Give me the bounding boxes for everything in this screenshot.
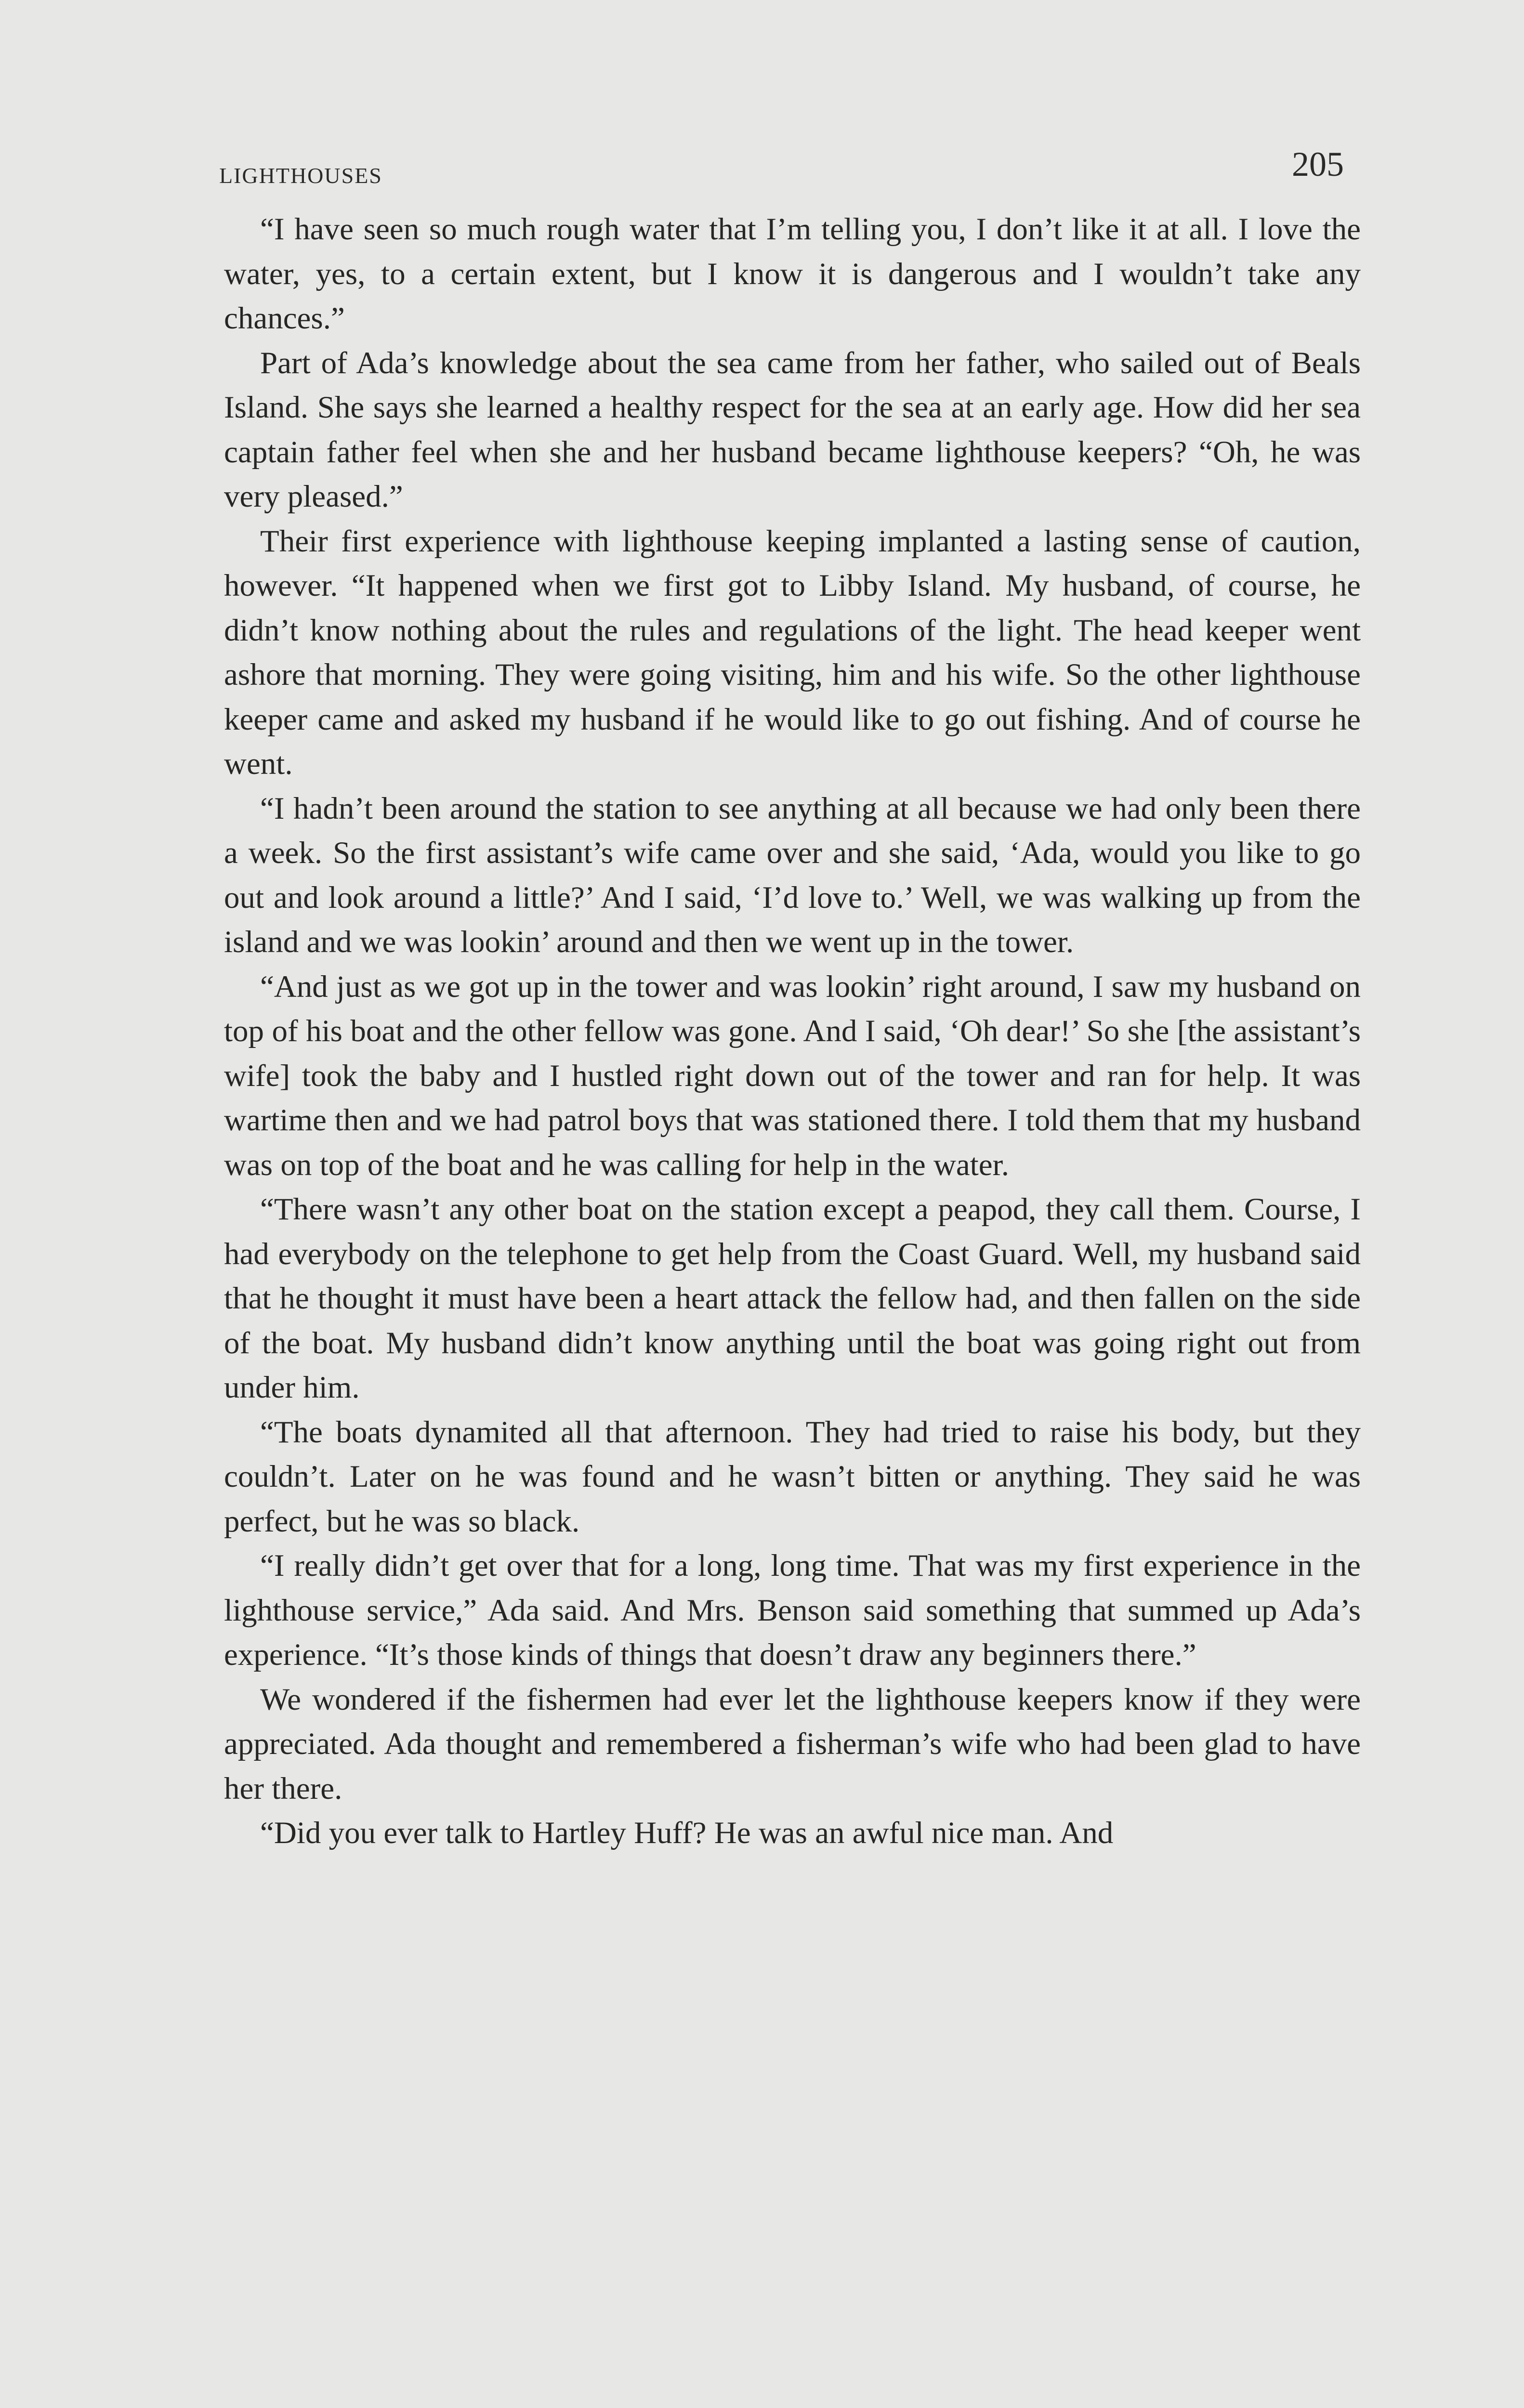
paragraph: “And just as we got up in the tower and was lookin’ right around, I saw my husband on top of his boat and the other fellow was gone. And I said, ‘Oh dear!’ So she [the assistant’s wife] took the baby and I hustled right down out of the tower and ran for help. It was wartime then and we had patrol boys that was stationed there. I told them that my husband was on top of the boat and he was calling for help in the water. <box>224 969 1361 1182</box>
paragraph: “There wasn’t any other boat on the station except a peapod, they call them. Course, I had everybody on the telephone to get help from the Coast Guard. Well, my husband said that he thought it must have been a heart attack the fellow had, and then fallen on the side of the boat. My husband didn’t know anything until the boat was going right out from under him. <box>224 1192 1361 1405</box>
paragraph: “I really didn’t get over that for a long, long time. That was my first experience in the lighthouse service,” Ada said. And Mrs. Benson said something that summed up Ada’s experience. “It’s those kinds of things that doesn’t draw any beginners there.” <box>224 1548 1361 1672</box>
page-header <box>219 144 1344 197</box>
body-text <box>224 207 1361 1856</box>
paragraph: “I hadn’t been around the station to see anything at all because we had only been there a week. So the first assistant’s wife came over and she said, ‘Ada, would you like to go out and look around a little?’ And I said, ‘I’d love to.’ Well, we was walking up from the island and we was lookin’ around and then we went up in the tower. <box>224 791 1361 959</box>
running-head: LIGHTHOUSES <box>219 163 382 188</box>
page-number: 205 <box>1292 145 1344 183</box>
paragraph: “I have seen so much rough water that I’m telling you, I don’t like it at all. I love the water, yes, to a certain extent, but I know it is dangerous and I wouldn’t take any chances.” <box>224 212 1361 336</box>
paragraph: “Did you ever talk to Hartley Huff? He was an awful nice man. And <box>260 1816 1114 1850</box>
paragraph: We wondered if the fishermen had ever let the lighthouse keepers know if they were appreciated. Ada thought and remembered a fisherman’s wife who had been glad to have her there. <box>224 1682 1361 1806</box>
paragraph: Their first experience with lighthouse keeping implanted a lasting sense of caution, however. “It happened when we first got to Libby Island. My husband, of course, he didn’t know nothing about the rules and regulations of the light. The head keeper went ashore that morning. They were going visiting, him and his wife. So the other lighthouse keeper came and asked my husband if he would like to go out fishing. And of course he went. <box>224 523 1361 781</box>
paragraph: Part of Ada’s knowledge about the sea came from her father, who sailed out of Beals Island. She says she learned a healthy respect for the sea at an early age. How did her sea captain father feel when she and her husband became lighthouse keepers? “Oh, he was very pleased.” <box>224 345 1361 514</box>
paragraph: “The boats dynamited all that afternoon. They had tried to raise his body, but they couldn’t. Later on he was found and he wasn’t bitten or anything. They said he was perfect, but he was so black. <box>224 1414 1361 1539</box>
